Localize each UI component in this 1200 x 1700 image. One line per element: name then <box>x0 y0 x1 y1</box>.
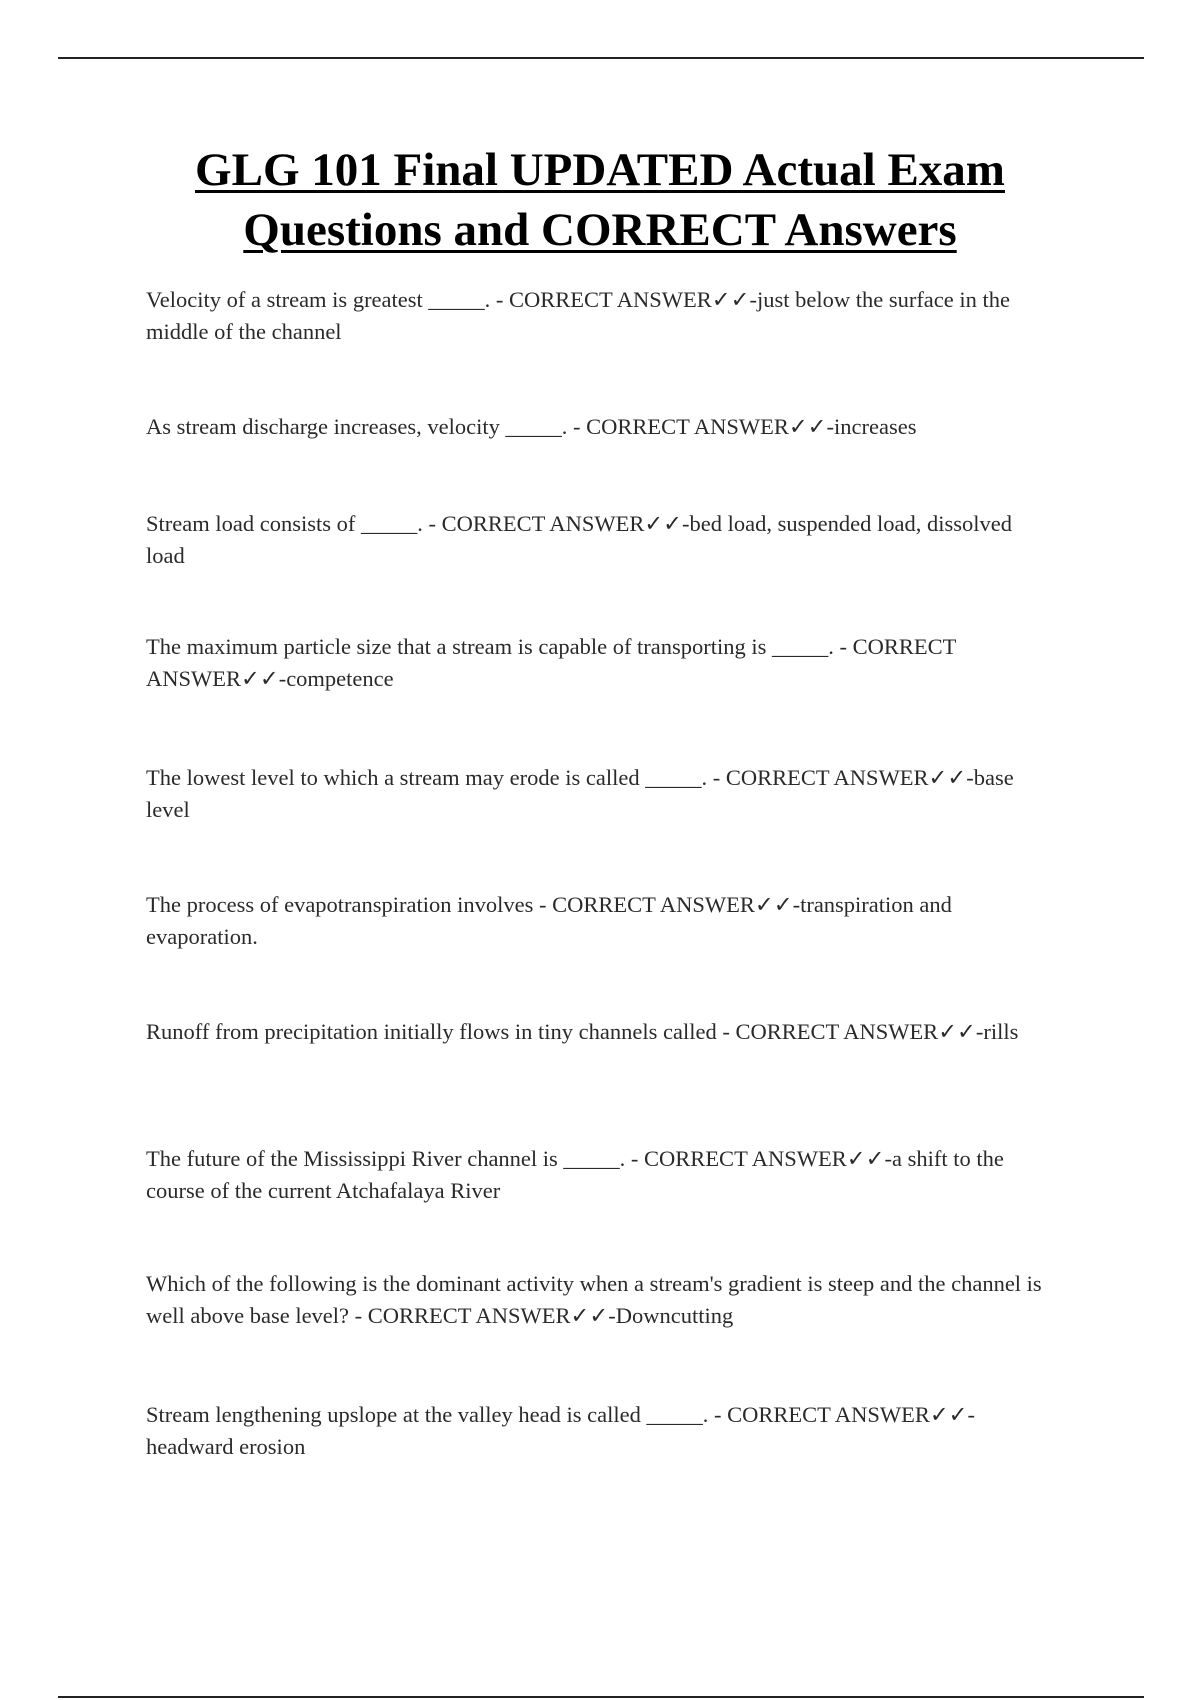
qa-item-8: The future of the Mississippi River channel is _____. - CORRECT ANSWER✓✓-a shift to the course of the current Atchafalaya River <box>146 1146 1004 1203</box>
qa-item-9: Which of the following is the dominant activity when a stream's gradient is steep and the channel is well above base level? - CORRECT ANSWER✓✓-Downcutting <box>146 1271 1042 1328</box>
qa-item-7: Runoff from precipitation initially flows in tiny channels called - CORRECT ANSWER✓✓-rills <box>146 1019 1019 1044</box>
qa-item-3: Stream load consists of _____. - CORRECT ANSWER✓✓-bed load, suspended load, dissolved load <box>146 511 1012 568</box>
qa-item-4: The maximum particle size that a stream is capable of transporting is _____. - CORRECT ANSWER✓✓-competence <box>146 634 957 691</box>
qa-item-5: The lowest level to which a stream may erode is called _____. - CORRECT ANSWER✓✓-base level <box>146 765 1014 822</box>
document-title-line-1: GLG 101 Final UPDATED Actual Exam <box>195 144 1005 196</box>
footer-rule <box>58 1696 1144 1698</box>
qa-item-1: Velocity of a stream is greatest _____. - CORRECT ANSWER✓✓-just below the surface in the middle of the channel <box>146 287 1011 344</box>
qa-item-6: The process of evapotranspiration involves - CORRECT ANSWER✓✓-transpiration and evaporation. <box>146 892 952 949</box>
qa-item-10: Stream lengthening upslope at the valley head is called _____. - CORRECT ANSWER✓✓-headward erosion <box>146 1402 976 1459</box>
document-title-line-2: Questions and CORRECT Answers <box>243 204 957 256</box>
qa-item-2: As stream discharge increases, velocity _____. - CORRECT ANSWER✓✓-increases <box>146 414 917 439</box>
